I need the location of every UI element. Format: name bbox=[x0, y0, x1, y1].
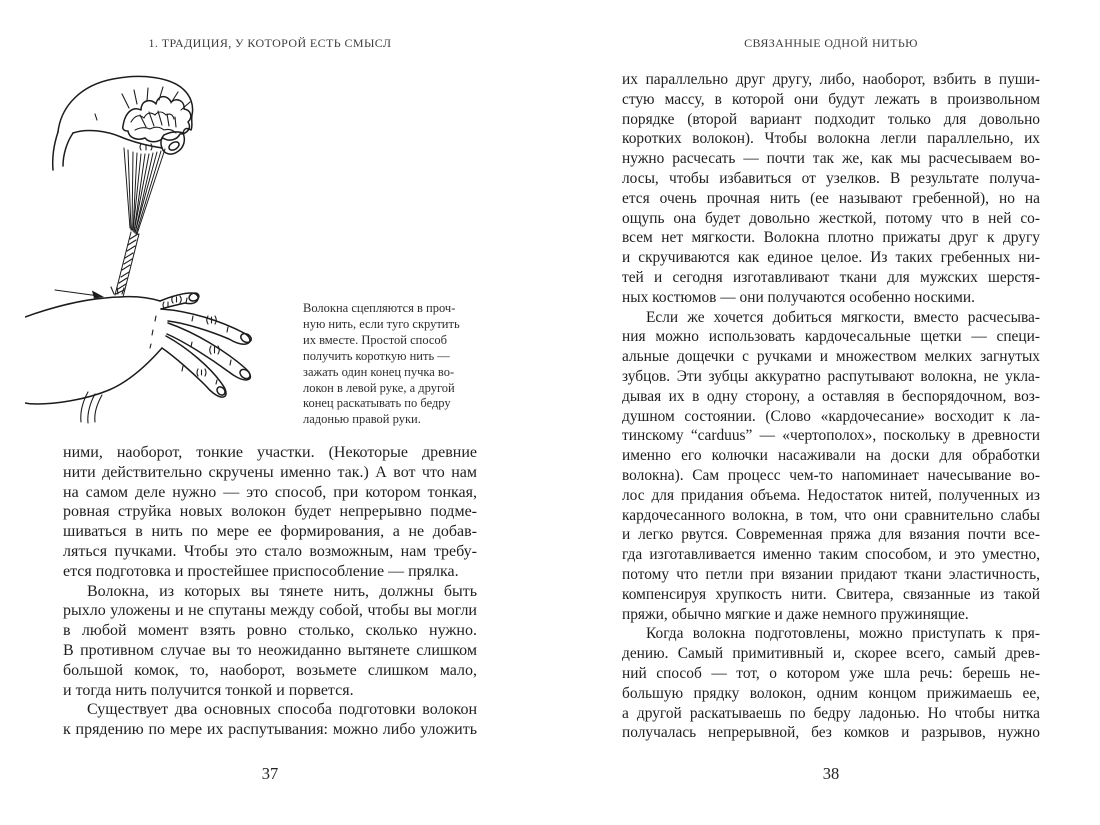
text-line: ния можно использовать кардочесальные щетки — специ- bbox=[622, 328, 1040, 346]
text-line: ных костюмов — они получаются особенно носкими. bbox=[622, 288, 975, 306]
text-line: Волокна, из которых вы тянете нить, должны быть bbox=[87, 582, 477, 600]
running-head-right: СВЯЗАННЫЕ ОДНОЙ НИТЬЮ bbox=[744, 36, 918, 50]
right-page bbox=[550, 0, 1100, 825]
caption-line: ладонью правой руки. bbox=[303, 412, 421, 427]
text-line: а другой раскатываешь по бедру ладонью. Но чтобы нитка bbox=[622, 704, 1040, 722]
caption-line: ную нить, если туго скрутить bbox=[303, 316, 460, 331]
text-line: и тогда нить получится тонкой и порвется. bbox=[63, 681, 354, 699]
caption-line: их вместе. Простой способ bbox=[303, 332, 448, 347]
page-number-right: 38 bbox=[822, 764, 840, 783]
caption-line: конец раскатывать по бедру bbox=[303, 396, 451, 411]
left-body-text bbox=[63, 443, 477, 740]
text-line: всем нет мягкости. Волокна плотно прижаты друг к другу bbox=[622, 229, 1040, 247]
paragraph bbox=[63, 443, 477, 582]
spinning-hands-illustration bbox=[25, 70, 310, 450]
text-line: шиваться в нить по мере ее формирования, а не добав- bbox=[63, 523, 477, 541]
paragraph bbox=[622, 624, 1040, 743]
text-line: дению. Самый примитивный и, скорее всего, самый древ- bbox=[622, 645, 1040, 663]
paragraph bbox=[622, 308, 1040, 625]
text-line: зубцов. Эти зубцы аккуратно распутывают волокна, не укла- bbox=[622, 367, 1040, 385]
text-line: пряжи, обычно мягкие и даже немного пружинящие. bbox=[622, 605, 969, 623]
running-head-left: 1. ТРАДИЦИЯ, У КОТОРОЙ ЕСТЬ СМЫСЛ bbox=[148, 36, 392, 50]
text-line: Если же хочется добиться мягкости, вместо расчесыва- bbox=[646, 308, 1040, 326]
caption-line: Волокна сцепляются в проч- bbox=[303, 301, 456, 315]
text-line: порядке (второй вариант подходит только для довольно bbox=[622, 110, 1040, 128]
caption-line: получить короткую нить — bbox=[303, 348, 450, 363]
right-body-text bbox=[622, 70, 1040, 743]
text-line: к прядению по мере их распутывания: можно либо уложить bbox=[63, 721, 477, 739]
text-line: дывая их в одну сторону, а оставляя в беспорядочном, воз- bbox=[622, 387, 1040, 405]
text-line: потому что петли при вязании придают ткани эластичность, bbox=[622, 565, 1040, 583]
text-line: нити действительно скручены именно так.) А вот что нам bbox=[63, 463, 477, 481]
text-line: лосы, чтобы избавиться от узелков. В результате получа- bbox=[622, 169, 1040, 187]
text-line: на самом деле нужно — это способ, при котором тонкая, bbox=[63, 483, 477, 501]
text-line: лос для придания объема. Недостаток нитей, полученных из bbox=[622, 486, 1040, 504]
text-line: нужно расчесать — почти так же, как мы расчесываем во- bbox=[622, 150, 1040, 168]
text-line: компенсируя хрупкость нити. Свитера, связанные из такой bbox=[622, 585, 1040, 603]
text-line: коротких волокон). Чтобы волокна легли параллельно, их bbox=[622, 130, 1040, 148]
text-line: именно его колючки насаживали на доски для обработки bbox=[622, 447, 1040, 465]
text-line: получалась непрерывной, без комков и разрывов, нужно bbox=[622, 724, 1040, 742]
text-line: стую массу, в которой они будут лежать в произвольном bbox=[622, 90, 1040, 108]
text-line: ними, наоборот, тонкие участки. (Некоторые древние bbox=[63, 444, 477, 461]
text-line: тинскому “carduus” — «чертополох», поскольку в древности bbox=[622, 427, 1040, 445]
illustration-caption bbox=[303, 301, 479, 428]
text-line: ляться пучками. Чтобы это стало возможным, нам требу- bbox=[63, 542, 477, 560]
page-number-left: 37 bbox=[261, 764, 279, 783]
text-line: ется подготовка и простейшее приспособление — прялка. bbox=[63, 562, 459, 580]
text-line: ется очень прочная нить (ее называют гребенной), но на bbox=[622, 189, 1040, 207]
text-line: ний способ — тот, о котором уже шла речь: берешь не- bbox=[622, 664, 1040, 682]
text-line: большой комок, то, наоборот, возьмете слишком мало, bbox=[63, 661, 477, 679]
caption-line: локон в левой руке, а другой bbox=[303, 380, 455, 395]
text-line: волокна). Сам процесс чем-то напоминает начесывание во- bbox=[622, 466, 1040, 484]
text-line: ощупь она будет довольно жесткой, потому что в ней со- bbox=[622, 209, 1040, 227]
text-line: их параллельно друг другу, либо, наоборот, взбить в пуши- bbox=[622, 71, 1040, 88]
text-line: душном состоянии. (Слово «кардочесание» восходит к ла- bbox=[622, 407, 1040, 425]
text-line: в любой момент взять ровно столько, сколько нужно. bbox=[63, 622, 477, 640]
paragraph bbox=[622, 70, 1040, 308]
text-line: рыхло уложены и не спутаны между собой, чтобы вы могли bbox=[63, 602, 477, 620]
paragraph bbox=[63, 700, 477, 740]
text-line: В противном случае вы то неожиданно вытянете слишком bbox=[63, 641, 477, 659]
text-line: и скручиваются как единое целое. Из таких гребенных ни- bbox=[622, 249, 1040, 267]
text-line: Существует два основных способа подготовки волокон bbox=[87, 701, 477, 719]
text-line: Когда волокна подготовлены, можно приступать к пря- bbox=[646, 625, 1040, 643]
text-line: и легко рвутся. Современная пряжа для вязания почти все- bbox=[622, 526, 1040, 544]
text-line: большую прядку волокон, одним концом прижимаешь ее, bbox=[622, 684, 1040, 702]
text-line: альные дощечки с ручками и множеством мелких загнутых bbox=[622, 348, 1040, 366]
caption-line: зажать один конец пучка во- bbox=[303, 364, 455, 379]
text-line: кардочесанного волокна, в том, что они сравнительно слабы bbox=[622, 506, 1040, 524]
text-line: ровная струйка новых волокон будет непрерывно подме- bbox=[63, 503, 477, 521]
text-line: тей и сегодня изготавливают ткани для мужских шерстя- bbox=[622, 268, 1040, 286]
paragraph bbox=[63, 582, 477, 701]
text-line: гда изготавливается именно таким способом, и это уместно, bbox=[622, 546, 1040, 564]
